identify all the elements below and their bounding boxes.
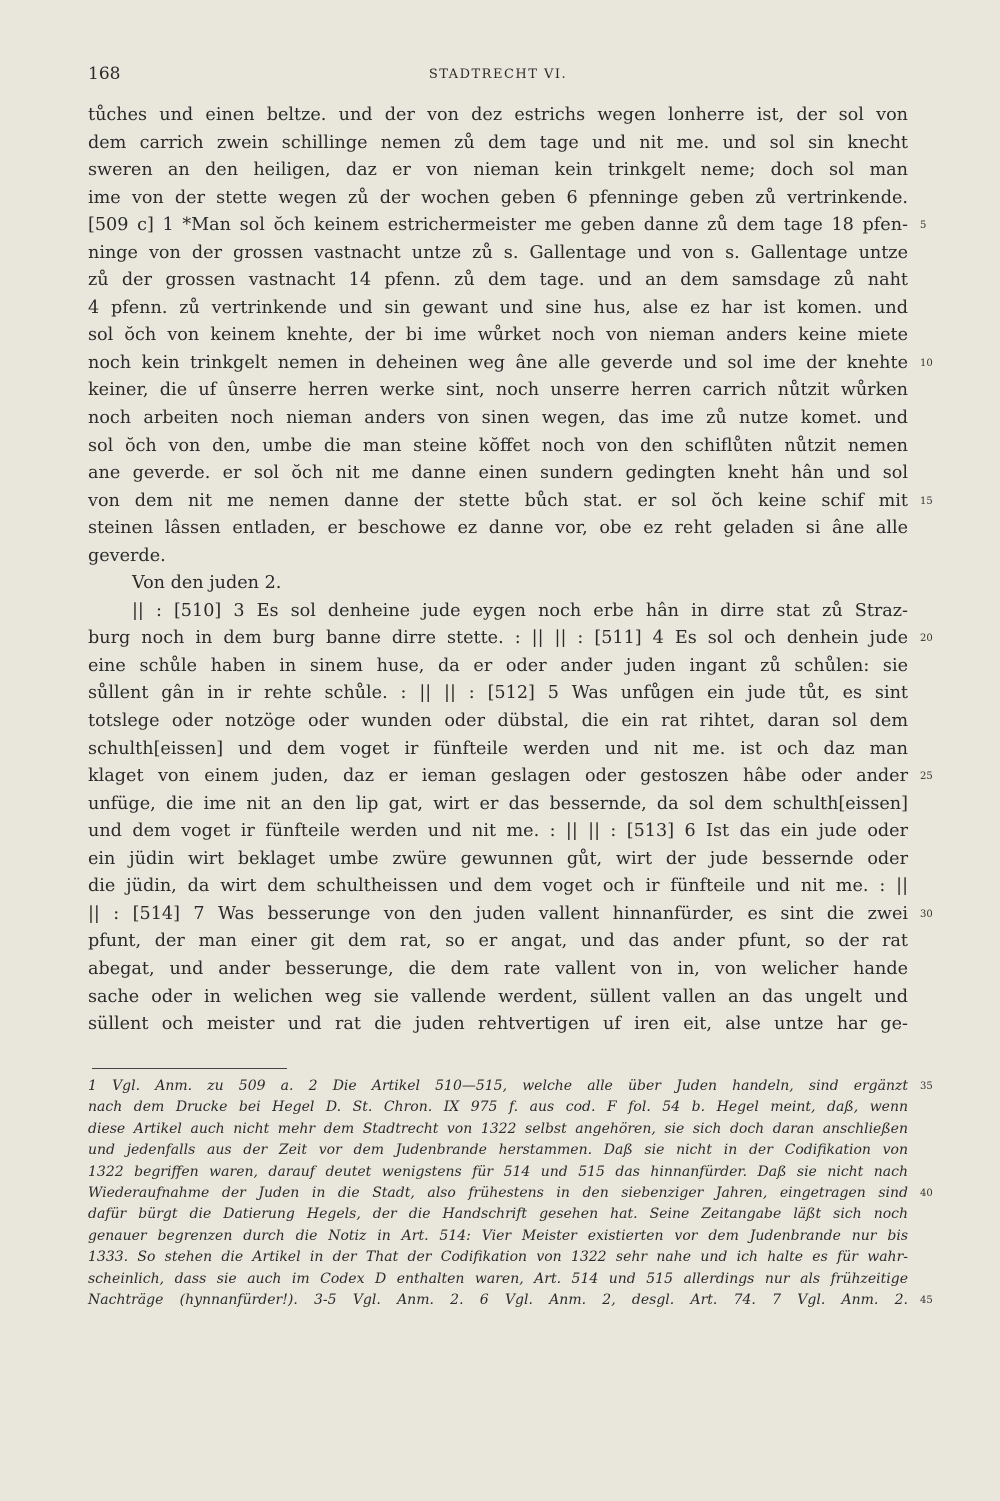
footnote-line-content: 1333. So stehen die Artikel in der That der Codifikation von 1322 sehr nahe und ich halte es für wahr- xyxy=(88,1249,908,1266)
text-line xyxy=(88,680,908,708)
text-line-content: || : [510] 3 Es sol denheine jude eygen noch erbe hân in dirre stat zů Straz- xyxy=(132,600,908,621)
footnote-separator xyxy=(92,1068,287,1069)
text-line-content: sůllent gân in ir rehte schůle. : || || : [512] 5 Was unfůgen ein jude tůt, es sint xyxy=(88,683,908,704)
text-line xyxy=(88,818,908,846)
text-line-content: steinen lâssen entladen, er beschowe ez danne vor, obe ez reht geladen si âne alle xyxy=(88,518,908,539)
footnote-line-content: und jedenfalls aus der Zeit vor dem Judenbrande herstammen. Daß sie nicht in der Codifikation von xyxy=(88,1142,908,1159)
text-line xyxy=(88,377,908,405)
text-line xyxy=(88,295,908,323)
line-number: 15 xyxy=(920,495,933,507)
text-line-content: geverde. xyxy=(88,545,166,566)
footnote-line xyxy=(88,1097,908,1118)
text-line xyxy=(88,625,933,653)
line-number: 20 xyxy=(920,633,933,645)
text-line xyxy=(88,322,908,350)
text-line-content: pfunt, der man einer git dem rat, so er angat, und das ander pfunt, so der rat xyxy=(88,931,908,952)
text-line-content: sol ŏch von keinem knehte, der bi ime wůrket noch von nieman anders keine miete xyxy=(88,325,908,346)
footnote-line-content: genauer begrenzen durch die Notiz in Art. 514: Vier Meister existierten vor dem Judenbrande nur bis xyxy=(88,1227,908,1244)
text-line xyxy=(88,488,933,516)
text-line-content: schulth[eissen] und dem voget ir fünfteile werden und nit me. ist och daz man xyxy=(88,738,908,759)
text-line xyxy=(88,543,908,571)
text-line xyxy=(88,653,908,681)
text-line xyxy=(88,102,908,130)
text-line xyxy=(88,185,908,213)
text-line-content: die jüdin, da wirt dem schultheissen und dem voget och ir fünfteile und nit me. : || xyxy=(88,876,908,897)
main-text xyxy=(88,102,933,1039)
page-header xyxy=(88,64,908,88)
text-line-content: sol ŏch von den, umbe die man steine kŏffet noch von den schiflůten nůtzit nemen xyxy=(88,435,908,456)
footnote-line-content: 1 Vgl. Anm. zu 509 a. 2 Die Artikel 510—515, welche alle über Juden handeln, sind ergänzt xyxy=(88,1078,908,1094)
text-line-content: tůches und einen beltze. und der von dez estrichs wegen lonherre ist, der sol von xyxy=(88,105,908,125)
text-line xyxy=(88,598,908,626)
text-line xyxy=(88,460,908,488)
line-number: 40 xyxy=(920,1187,933,1199)
footnote-line xyxy=(88,1183,933,1204)
footnote-line xyxy=(88,1290,933,1311)
footnote-line-content: Nachträge (hynnanfürder!). 3-5 Vgl. Anm. 2. 6 Vgl. Anm. 2, desgl. Art. 74. 7 Vgl. Anm. 2. xyxy=(88,1291,908,1308)
line-number: 45 xyxy=(920,1294,933,1306)
text-line-content: ein jüdin wirt beklaget umbe zwüre gewunnen gůt, wirt der jude bessernde oder xyxy=(88,848,908,869)
text-line xyxy=(88,763,933,791)
running-head: STADTRECHT VI. xyxy=(428,67,568,82)
text-line xyxy=(88,240,908,268)
text-line xyxy=(88,956,908,984)
footnote-line-content: diese Artikel auch nicht mehr dem Stadtrecht von 1322 selbst angehören, sie sich doch daran anschließen xyxy=(88,1120,908,1137)
line-number: 10 xyxy=(920,357,933,369)
footnote-line-content: scheinlich, dass sie auch im Codex D enthalten waren, Art. 514 und 515 allerdings nur als frühzeitige xyxy=(88,1270,908,1287)
footnote-line-content: 1322 begriffen waren, darauf deutet wenigstens für 514 und 515 das hinnanfürder. Daß sie nicht nach xyxy=(88,1163,908,1180)
text-line-content: noch arbeiten noch nieman anders von sinen wegen, das ime zů nutze komet. und xyxy=(88,408,908,429)
footnote-line xyxy=(88,1204,908,1225)
footnote-line xyxy=(88,1140,908,1161)
text-line-content: süllent och meister und rat die juden rehtvertigen uf iren eit, alse untze har ge- xyxy=(88,1014,908,1035)
footnote-line xyxy=(88,1247,908,1268)
text-line xyxy=(88,873,908,901)
line-number: 5 xyxy=(920,220,927,232)
text-line xyxy=(88,212,927,240)
text-line-content: totslege oder notzöge oder wunden oder dübstal, die ein rat rihtet, daran sol dem xyxy=(88,711,908,732)
footnote-line xyxy=(88,1119,908,1140)
text-line-content: und dem voget ir fünfteile werden und nit me. : || || : [513] 6 Ist das ein jude oder xyxy=(88,821,908,842)
text-line-content: sache oder in welichen weg sie vallende werdent, süllent vallen an das ungelt und xyxy=(88,986,908,1007)
text-line-content: klaget von einem juden, daz er ieman geslagen oder gestoszen hâbe oder ander xyxy=(88,766,908,787)
text-line xyxy=(88,1011,908,1039)
footnote-line xyxy=(88,1226,908,1247)
text-line xyxy=(88,157,908,185)
page-number: 168 xyxy=(88,64,121,84)
text-line-content: sweren an den heiligen, daz er von nieman kein trinkgelt neme; doch sol man xyxy=(88,160,908,181)
text-line xyxy=(88,570,908,598)
text-line-content: [509 c] 1 *Man sol ŏch keinem estrichermeister me geben danne zů dem tage 18 pfen- xyxy=(88,215,908,236)
text-line-content: unfüge, die ime nit an den lip gat, wirt er das bessernde, da sol dem schulth[eissen] xyxy=(88,793,908,814)
line-number: 35 xyxy=(920,1081,933,1092)
text-line xyxy=(88,267,908,295)
text-line-content: ime von der stette wegen zů der wochen geben 6 pfenninge geben zů vertrinkende. xyxy=(88,187,908,208)
text-line-content: noch kein trinkgelt nemen in deheinen weg âne alle geverde und sol ime der knehte xyxy=(88,352,908,373)
text-line-content: || : [514] 7 Was besserunge von den juden vallent hinnanfürder, es sint die zwei xyxy=(88,903,908,924)
line-number: 25 xyxy=(920,771,933,783)
text-line-content: keiner, die uf ûnserre herren werke sint, noch unserre herren carrich nůtzit wůrken xyxy=(88,380,908,401)
text-line xyxy=(88,984,908,1012)
text-line-content: 4 pfenn. zů vertrinkende und sin gewant und sine hus, alse ez har ist komen. und xyxy=(88,297,908,318)
text-line-content: Von den juden 2. xyxy=(132,573,282,594)
footnote-line xyxy=(88,1076,933,1097)
footnote-line xyxy=(88,1162,908,1183)
text-line xyxy=(88,928,908,956)
text-line xyxy=(88,350,933,378)
text-line xyxy=(88,708,908,736)
footnote-line-content: dafür bürgt die Datierung Hegels, der die Handschrift gesehen hat. Seine Zeitangabe läßt sich noch xyxy=(88,1206,908,1223)
text-line xyxy=(88,130,908,158)
text-line xyxy=(88,846,908,874)
text-line xyxy=(88,405,908,433)
text-line xyxy=(88,901,933,929)
text-line xyxy=(88,433,908,461)
text-line xyxy=(88,515,908,543)
footnote-line xyxy=(88,1269,908,1290)
text-line-content: von dem nit me nemen danne der stette bůch stat. er sol ŏch keine schif mit xyxy=(88,490,908,511)
text-line-content: ninge von der grossen vastnacht untze zů s. Gallentage und von s. Gallentage untze xyxy=(88,242,908,263)
line-number: 30 xyxy=(920,908,933,920)
footnote-line-content: nach dem Drucke bei Hegel D. St. Chron. IX 975 f. aus cod. F fol. 54 b. Hegel meint, daß, wenn xyxy=(88,1099,908,1116)
footnotes xyxy=(88,1076,933,1311)
text-line-content: eine schůle haben in sinem huse, da er oder ander juden ingant zů schůlen: sie xyxy=(88,655,908,676)
text-line-content: abegat, und ander besserunge, die dem rate vallent von in, von welicher hande xyxy=(88,958,908,979)
text-line-content: burg noch in dem burg banne dirre stette. : || || : [511] 4 Es sol och denhein jude xyxy=(88,628,908,649)
text-line xyxy=(88,791,908,819)
footnote-line-content: Wiederaufnahme der Juden in die Stadt, also frühestens in den siebenziger Jahren, eingetragen sind xyxy=(88,1184,908,1201)
text-line-content: dem carrich zwein schillinge nemen zů dem tage und nit me. und sol sin knecht xyxy=(88,132,908,153)
text-line xyxy=(88,736,908,764)
text-line-content: ane geverde. er sol ŏch nit me danne einen sundern gedingten kneht hân und sol xyxy=(88,463,908,484)
text-line-content: zů der grossen vastnacht 14 pfenn. zů dem tage. und an dem samsdage zů naht xyxy=(88,270,908,291)
